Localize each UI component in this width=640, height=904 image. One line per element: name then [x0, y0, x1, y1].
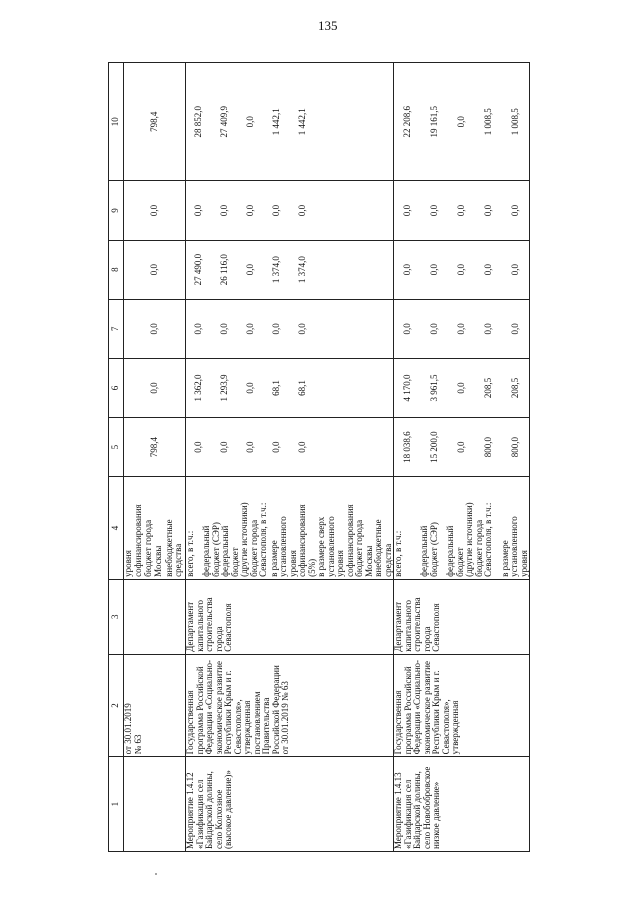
value: 0,0	[148, 382, 159, 394]
value: 1 442,1	[296, 108, 307, 136]
value	[341, 65, 367, 178]
value-cell	[394, 240, 530, 299]
value	[315, 420, 341, 474]
table-row	[186, 63, 394, 852]
value: 18 038,6	[401, 431, 412, 463]
value	[124, 65, 144, 178]
value: 0,0	[455, 116, 466, 128]
value: 1 293,9	[219, 374, 230, 402]
value: 0,0	[428, 204, 439, 217]
value: 0,0	[219, 441, 230, 453]
column-header: 8	[109, 240, 124, 299]
value	[341, 243, 367, 297]
page-number: 135	[318, 18, 338, 33]
executor-cell: Департамент капитального строительства города Севастополя	[186, 579, 394, 654]
value-cell	[394, 299, 530, 358]
source-label: уровня софинансирования	[123, 504, 143, 577]
value: 0,0	[401, 323, 412, 335]
value	[315, 302, 341, 356]
value-cell	[124, 181, 186, 240]
value	[367, 302, 393, 356]
value: 0,0	[148, 264, 159, 276]
value: 0,0	[296, 323, 307, 335]
value	[124, 361, 144, 415]
value	[315, 65, 341, 178]
value	[341, 361, 367, 415]
value: 0,0	[401, 264, 412, 276]
value-cell	[186, 358, 394, 417]
value: 0,0	[455, 323, 466, 335]
sources-cell	[186, 477, 394, 580]
value: 3 961,5	[428, 374, 439, 402]
source-label: в размере установленного уровня софинансирования (5%)	[268, 504, 317, 577]
table-row	[394, 63, 530, 852]
value: 1 374,0	[270, 256, 281, 284]
value	[165, 65, 185, 178]
continuation-row	[124, 63, 186, 852]
value: 15 200,0	[428, 431, 439, 463]
value: 0,0	[428, 323, 439, 335]
value	[315, 361, 341, 415]
value: 0,0	[244, 204, 255, 217]
value	[367, 361, 393, 415]
executor-cell	[124, 579, 186, 654]
value-cell	[186, 299, 394, 358]
value: 27 490,0	[193, 253, 204, 286]
header-row	[109, 63, 124, 852]
event-cell: Мероприятие 1.4.13 «Газификация сел Байдарской долины, село Новобобровское низкое давление»	[394, 757, 530, 852]
value: 19 161,5	[428, 105, 439, 138]
value: 0,0	[270, 441, 281, 453]
value	[124, 420, 144, 474]
value-cell	[124, 358, 186, 417]
source-label: всего, в т.ч.:	[185, 530, 195, 577]
column-header: 10	[109, 63, 124, 181]
value: 1 374,0	[296, 256, 307, 284]
value: 0,0	[482, 264, 493, 276]
value-cell	[124, 299, 186, 358]
source-label: бюджет города Севастополя, в т.ч.:	[248, 502, 268, 577]
value: 26 116,0	[219, 254, 230, 286]
value	[165, 183, 185, 237]
column-header: 1	[109, 757, 124, 852]
value: 1 008,5	[509, 108, 520, 136]
value: 0,0	[455, 441, 466, 453]
value: 0,0	[401, 204, 412, 217]
value: 22 208,6	[401, 105, 412, 138]
budget-table	[108, 62, 530, 852]
value: 0,0	[193, 323, 204, 335]
value	[341, 302, 367, 356]
column-header: 4	[109, 477, 124, 580]
value	[367, 420, 393, 474]
value: 0,0	[509, 204, 520, 217]
column-header: 3	[109, 579, 124, 654]
value	[124, 243, 144, 297]
value-cell	[124, 418, 186, 477]
value-cell	[186, 181, 394, 240]
value	[341, 420, 367, 474]
value: 27 409,9	[219, 105, 230, 138]
value-cell	[124, 240, 186, 299]
value: 0,0	[148, 323, 159, 335]
source-label: всего, в т.ч.:	[393, 530, 403, 577]
value: 68,1	[296, 380, 307, 396]
value: 0,0	[244, 264, 255, 276]
value: 0,0	[428, 264, 439, 276]
source-label: федеральный бюджет (другие источники)	[445, 502, 474, 577]
value: 0,0	[482, 323, 493, 335]
value: 0,0	[148, 204, 159, 217]
source-label: в размере установленного уровня	[499, 516, 529, 577]
value: 0,0	[455, 204, 466, 217]
value	[367, 65, 393, 178]
event-cell: Мероприятие 1.4.12 «Газификация сел Байдарской долины, село Колхозное (высокое давление)»	[186, 757, 394, 852]
value: 0,0	[244, 441, 255, 453]
value-cell	[186, 240, 394, 299]
value: 0,0	[296, 204, 307, 217]
program-cell: Государственная программа Российской Федерации «Социально-экономическое развитие Республики Крым и г. Севастополя», утвержденная	[394, 654, 530, 757]
value-cell	[124, 63, 186, 181]
scan-dust-speck	[155, 873, 157, 875]
value	[165, 420, 185, 474]
column-header: 6	[109, 358, 124, 417]
value: 0,0	[455, 264, 466, 276]
value: 28 852,0	[193, 105, 204, 138]
source-label: федеральный бюджет (СЭР)	[201, 522, 221, 577]
value: 0,0	[270, 204, 281, 217]
value: 0,0	[270, 323, 281, 335]
value: 68,1	[270, 380, 281, 396]
column-header: 2	[109, 654, 124, 757]
value: 1 442,1	[270, 108, 281, 136]
sources-cell	[394, 477, 530, 580]
value-cell	[394, 181, 530, 240]
value	[165, 243, 185, 297]
column-header: 7	[109, 299, 124, 358]
value: 0,0	[509, 323, 520, 335]
source-label: бюджет города Москвы	[354, 519, 374, 577]
value-cell	[394, 418, 530, 477]
value	[315, 183, 341, 237]
source-label: в размере сверх установленного уровня софинансирования	[316, 504, 355, 577]
value	[124, 183, 144, 237]
value: 0,0	[219, 204, 230, 217]
value: 4 170,0	[401, 374, 412, 402]
value: 0,0	[296, 441, 307, 453]
source-label: бюджет города Севастополя, в т.ч.:	[473, 502, 493, 577]
column-header: 9	[109, 181, 124, 240]
value: 798,4	[148, 437, 159, 458]
value: 0,0	[193, 204, 204, 217]
value	[165, 302, 185, 356]
value: 208,5	[509, 377, 520, 399]
value: 208,5	[482, 377, 493, 399]
scanned-table-area	[108, 62, 528, 852]
value: 798,4	[148, 111, 159, 132]
rotated-page-content	[108, 62, 528, 852]
value: 1 008,5	[482, 108, 493, 136]
value: 0,0	[244, 382, 255, 394]
value	[315, 243, 341, 297]
value: 0,0	[244, 323, 255, 335]
value: 0,0	[193, 441, 204, 453]
value-cell	[394, 63, 530, 181]
value-cell	[394, 358, 530, 417]
value: 0,0	[244, 116, 255, 128]
program-cell: от 30.01.2019 № 63	[124, 654, 186, 757]
value	[367, 243, 393, 297]
value: 800,0	[509, 437, 520, 458]
source-label: внебюджетные средства	[163, 519, 184, 577]
column-header: 5	[109, 418, 124, 477]
executor-cell: Департамент капитального строительства города Севастополя	[394, 579, 530, 654]
value: 0,0	[455, 382, 466, 394]
sources-cell	[124, 477, 186, 580]
program-cell: Государственная программа Российской Федерации «Социально-экономическое развитие Республики Крым и г. Севастополя», утвержденная постановлением Правительства Российской Федерации от 30.01.2019 № 63	[186, 654, 394, 757]
value-cell	[186, 63, 394, 181]
value	[165, 361, 185, 415]
value	[367, 183, 393, 237]
value	[341, 183, 367, 237]
value: 0,0	[509, 264, 520, 276]
source-label: бюджет города Москвы	[143, 519, 163, 577]
value: 800,0	[482, 437, 493, 458]
event-cell	[124, 757, 186, 852]
source-label: федеральный бюджет (другие источники)	[220, 502, 249, 577]
source-label: внебюджетные средства	[373, 519, 393, 577]
value	[124, 302, 144, 356]
value-cell	[186, 418, 394, 477]
value: 0,0	[482, 204, 493, 217]
source-label: федеральный бюджет (СЭР)	[419, 522, 439, 577]
value: 1 362,0	[193, 374, 204, 402]
value: 0,0	[219, 323, 230, 335]
